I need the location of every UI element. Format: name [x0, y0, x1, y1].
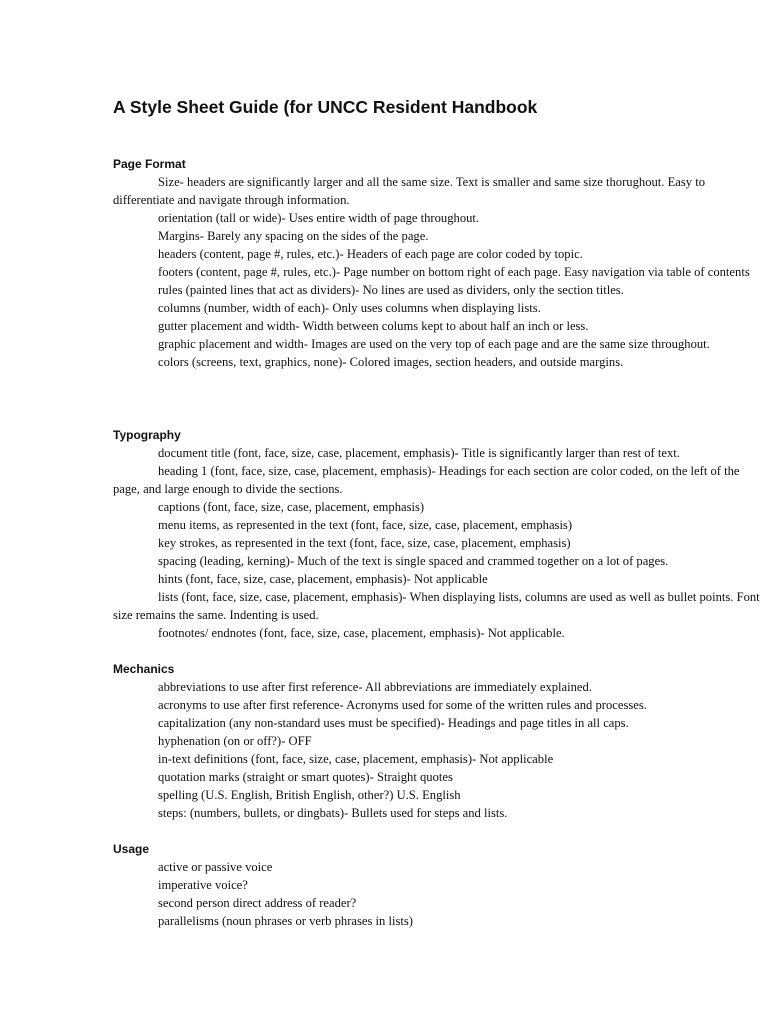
- section-item: active or passive voice: [158, 860, 273, 874]
- section-item: lists (font, face, size, case, placement, emphasis)- When displaying lists, columns are used as well as bullet points. Font size remains the same. Indenting is used.: [113, 590, 760, 622]
- section-item: Size- headers are significantly larger and all the same size. Text is smaller and same size thorughout. Easy to differentiate and navigate through information.: [113, 175, 706, 207]
- section-item: in-text definitions (font, face, size, case, placement, emphasis)- Not applicable: [158, 752, 554, 766]
- section-item: spacing (leading, kerning)- Much of the text is single spaced and crammed together on a lot of pages.: [158, 554, 669, 568]
- section-item: rules (painted lines that act as dividers)- No lines are used as dividers, only the section titles.: [158, 283, 624, 297]
- section-item: footnotes/ endnotes (font, face, size, case, placement, emphasis)- Not applicable.: [158, 626, 565, 640]
- section-items: [113, 678, 763, 822]
- section-item: second person direct address of reader?: [158, 896, 357, 910]
- section-item: footers (content, page #, rules, etc.)- Page number on bottom right of each page. Easy navigation via table of contents: [158, 265, 750, 279]
- section-item: captions (font, face, size, case, placement, emphasis): [158, 500, 425, 514]
- section-item: imperative voice?: [158, 878, 248, 892]
- section-item: abbreviations to use after first reference- All abbreviations are immediately explained.: [158, 680, 592, 694]
- section-item: document title (font, face, size, case, placement, emphasis)- Title is significantly larger than rest of text.: [158, 446, 680, 460]
- section-item: key strokes, as represented in the text (font, face, size, case, placement, emphasis): [158, 536, 571, 550]
- section-item: menu items, as represented in the text (font, face, size, case, placement, emphasis): [158, 518, 573, 532]
- section-item: graphic placement and width- Images are used on the very top of each page and are the same size throughout.: [158, 337, 710, 351]
- section-typography: [113, 426, 763, 642]
- section-item: orientation (tall or wide)- Uses entire width of page throughout.: [158, 211, 480, 225]
- section-items: [113, 444, 763, 642]
- section-items: [113, 858, 763, 930]
- section-item: steps: (numbers, bullets, or dingbats)- Bullets used for steps and lists.: [158, 806, 508, 820]
- section-item: headers (content, page #, rules, etc.)- Headers of each page are color coded by topic.: [158, 247, 583, 261]
- section-heading: Mechanics: [113, 662, 175, 676]
- section-items: [113, 173, 763, 371]
- section-mechanics: [113, 660, 763, 822]
- section-item: heading 1 (font, face, size, case, placement, emphasis)- Headings for each section are color coded, on the left of the page, and large enough to divide the sections.: [113, 464, 740, 496]
- section-item: Margins- Barely any spacing on the sides of the page.: [158, 229, 429, 243]
- section-item: gutter placement and width- Width between colums kept to about half an inch or less.: [158, 319, 589, 333]
- section-item: parallelisms (noun phrases or verb phrases in lists): [158, 914, 413, 928]
- section-item: hints (font, face, size, case, placement, emphasis)- Not applicable: [158, 572, 488, 586]
- section-page-format: [113, 155, 763, 371]
- section-heading: Page Format: [113, 157, 186, 171]
- section-heading: Usage: [113, 842, 150, 856]
- section-item: acronyms to use after first reference- Acronyms used for some of the written rules and processes.: [158, 698, 647, 712]
- section-item: hyphenation (on or off?)- OFF: [158, 734, 312, 748]
- section-item: spelling (U.S. English, British English, other?) U.S. English: [158, 788, 461, 802]
- section-item: quotation marks (straight or smart quotes)- Straight quotes: [158, 770, 453, 784]
- document-title: A Style Sheet Guide (for UNCC Resident Handbook: [113, 97, 538, 117]
- section-item: capitalization (any non-standard uses must be specified)- Headings and page titles in all caps.: [158, 716, 629, 730]
- section-item: colors (screens, text, graphics, none)- Colored images, section headers, and outside margins.: [158, 355, 624, 369]
- section-usage: [113, 840, 763, 930]
- section-item: columns (number, width of each)- Only uses columns when displaying lists.: [158, 301, 541, 315]
- section-heading: Typography: [113, 428, 181, 442]
